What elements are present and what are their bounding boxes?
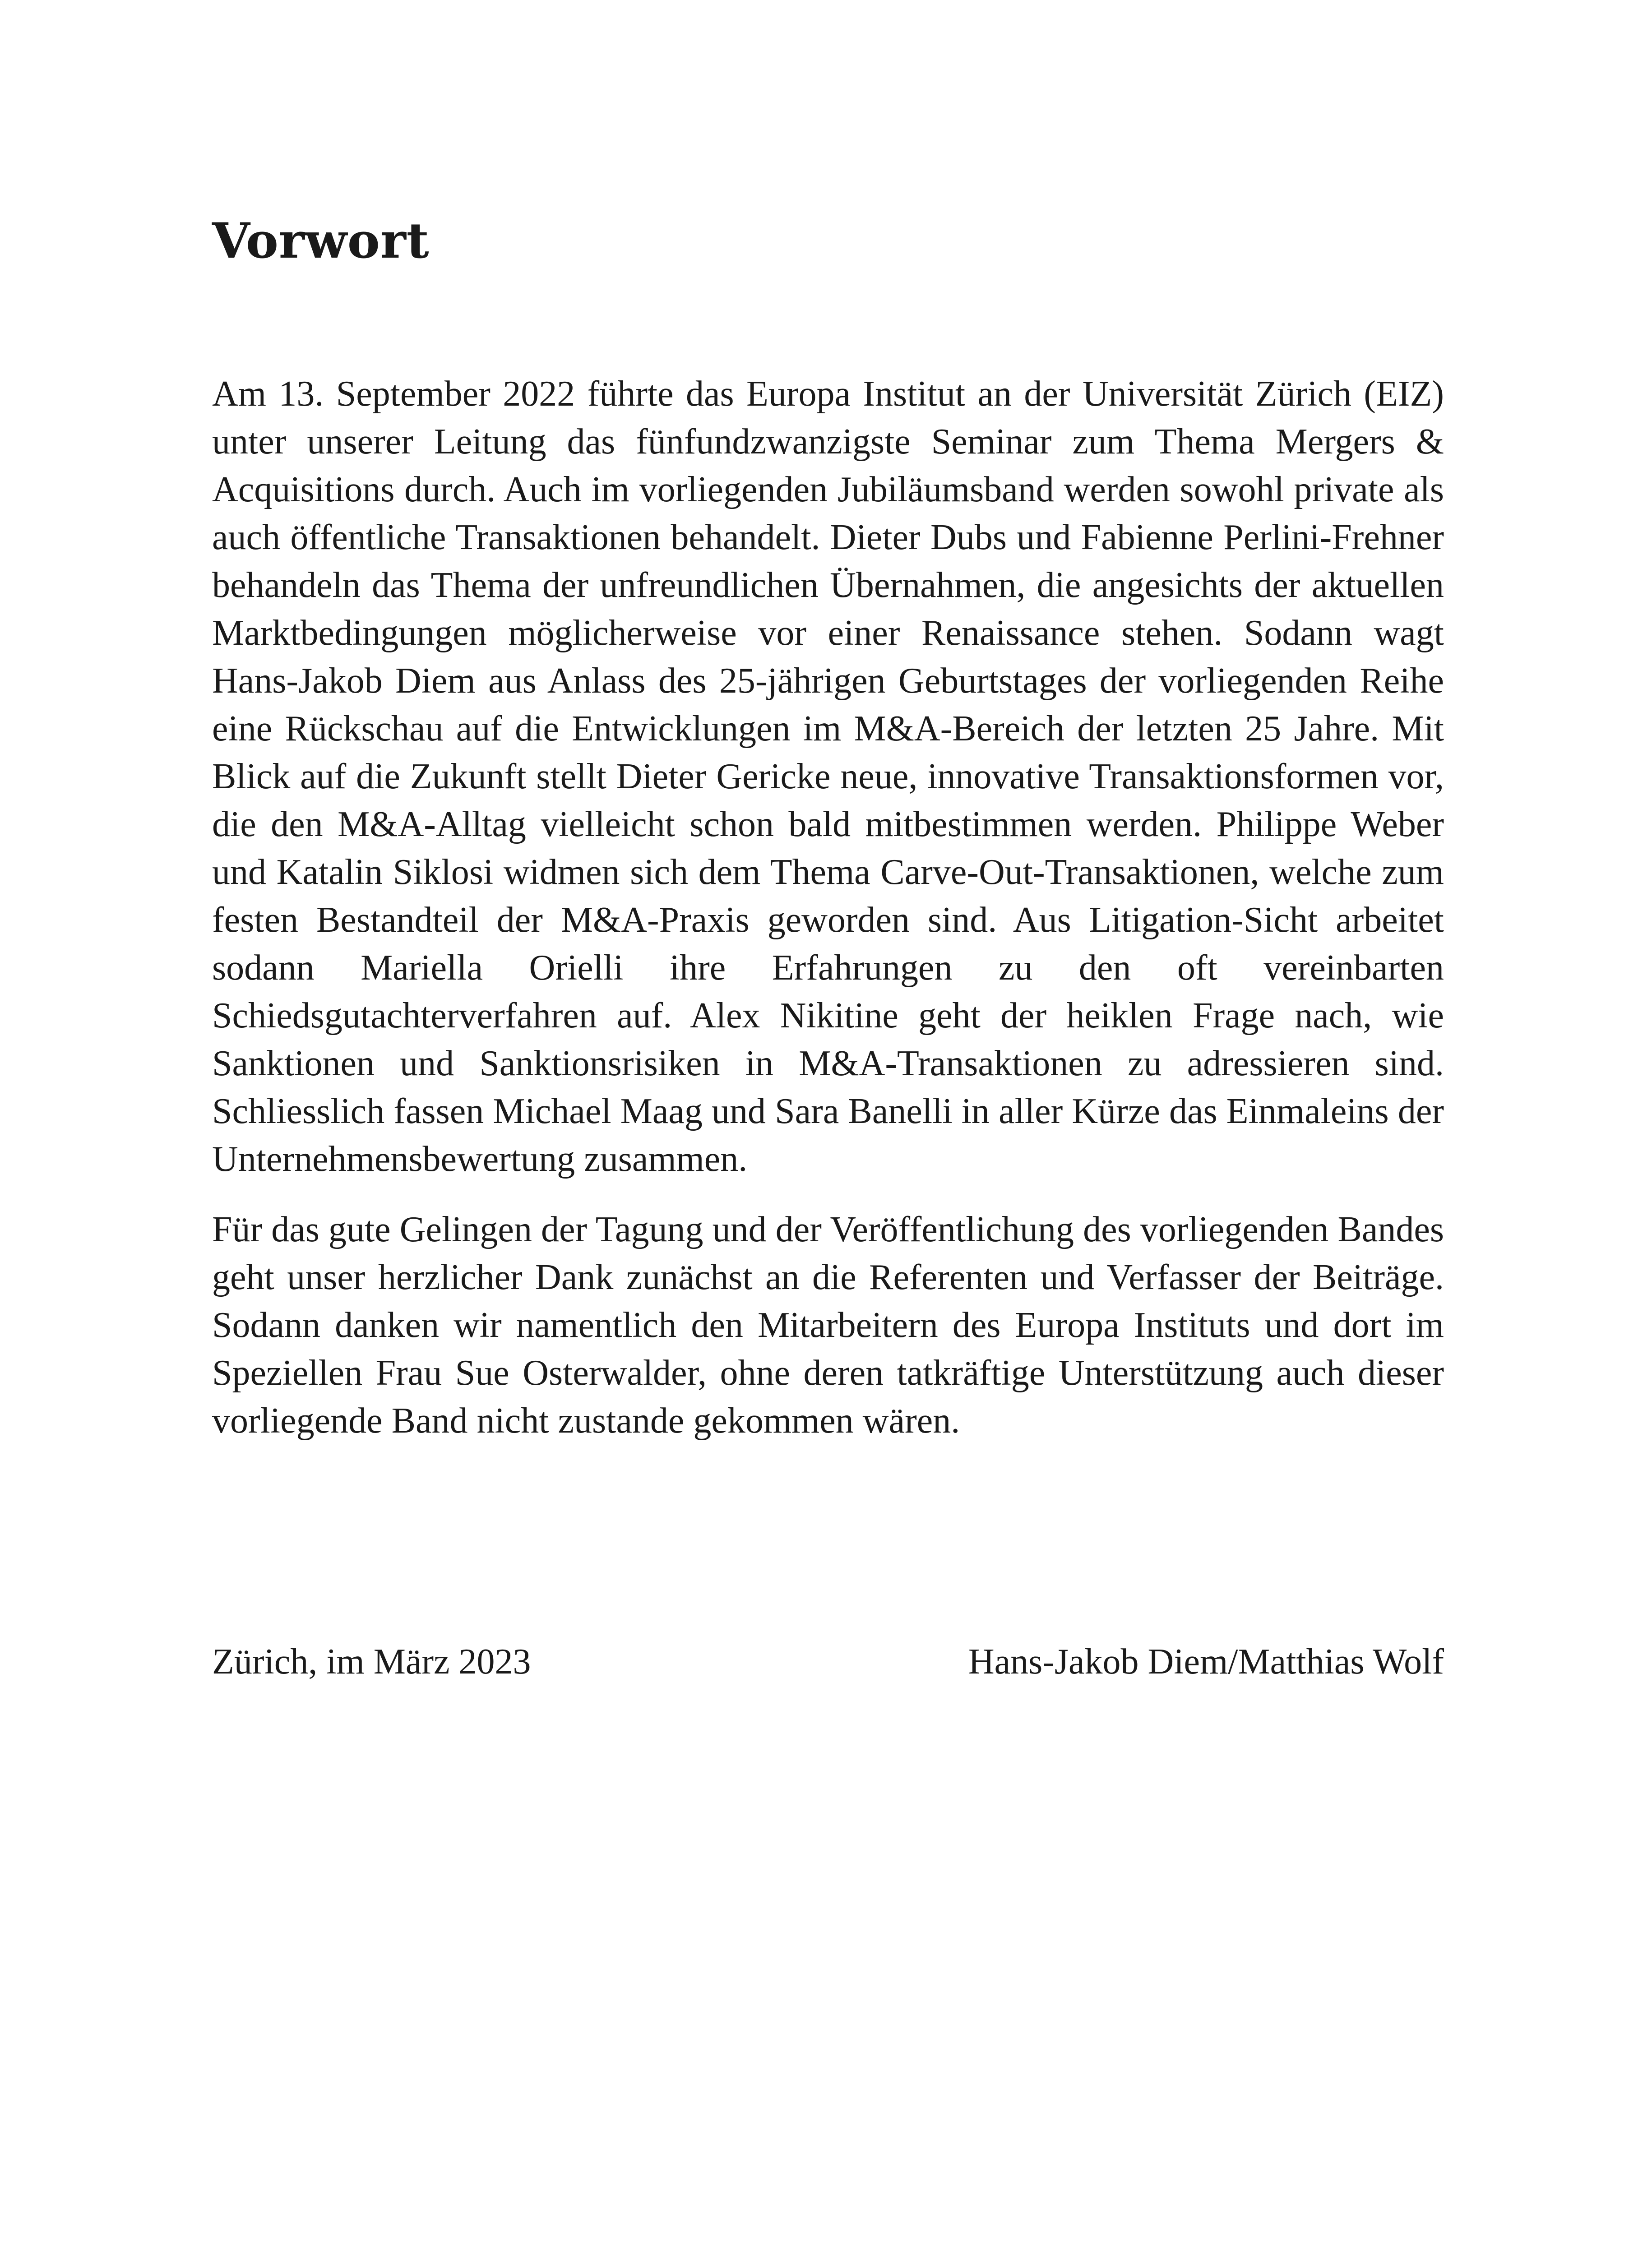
body-text [212, 370, 1444, 1467]
place-date: Zürich, im März 2023 [212, 1642, 531, 1682]
authors: Hans-Jakob Diem/Matthias Wolf [968, 1642, 1444, 1682]
signature-row [212, 1638, 1444, 1686]
page-title: Vorwort [212, 213, 430, 269]
paragraph-2: Für das gute Gelingen der Tagung und der Veröffentlichung des vorliegenden Bandes geht unser herzlicher Dank zunächst an die Referenten und Verfasser der Beiträge. Sodann danken wir namentlich den Mitarbeitern des Europa Instituts und dort im Speziellen Frau Sue Osterwalder, ohne deren tatkräftige Unterstützung auch dieser vorliegende Band nicht zustande gekommen wären. [212, 1210, 1444, 1441]
paragraph-1: Am 13. September 2022 führte das Europa Institut an der Universität Zürich (EIZ) unter unserer Leitung das fünfundzwanzigste Seminar zum Thema Mergers & Acquisitions durch. Auch im vorliegenden Jubiläumsband werden sowohl private als auch öffentliche Transaktionen behandelt. Dieter Dubs und Fabienne Perlini-Frehner behandeln das Thema der unfreundlichen Übernahmen, die angesichts der aktuellen Marktbedingungen möglicherweise vor einer Renaissance stehen. Sodann wagt Hans-Jakob Diem aus Anlass des 25-jährigen Geburtstages der vorliegenden Reihe eine Rückschau auf die Entwicklungen im M&A-Bereich der letzten 25 Jahre. Mit Blick auf die Zukunft stellt Dieter Gericke neue, innovative Transaktionsformen vor, die den M&A-Alltag vielleicht schon bald mitbestimmen werden. Philippe Weber und Katalin Siklosi widmen sich dem Thema Carve-Out-Transaktionen, welche zum festen Bestandteil der M&A-Praxis geworden sind. Aus Litigation-Sicht arbeitet sodann Mariella Orielli ihre Erfahrungen zu den oft vereinbarten Schiedsgutachterverfahren auf. Alex Nikitine geht der heiklen Frage nach, wie Sanktionen und Sanktionsrisiken in M&A-Transaktionen zu adressieren sind. Schliesslich fassen Michael Maag und Sara Banelli in aller Kürze das Einmaleins der Unternehmensbewertung zusammen. [212, 374, 1444, 1179]
